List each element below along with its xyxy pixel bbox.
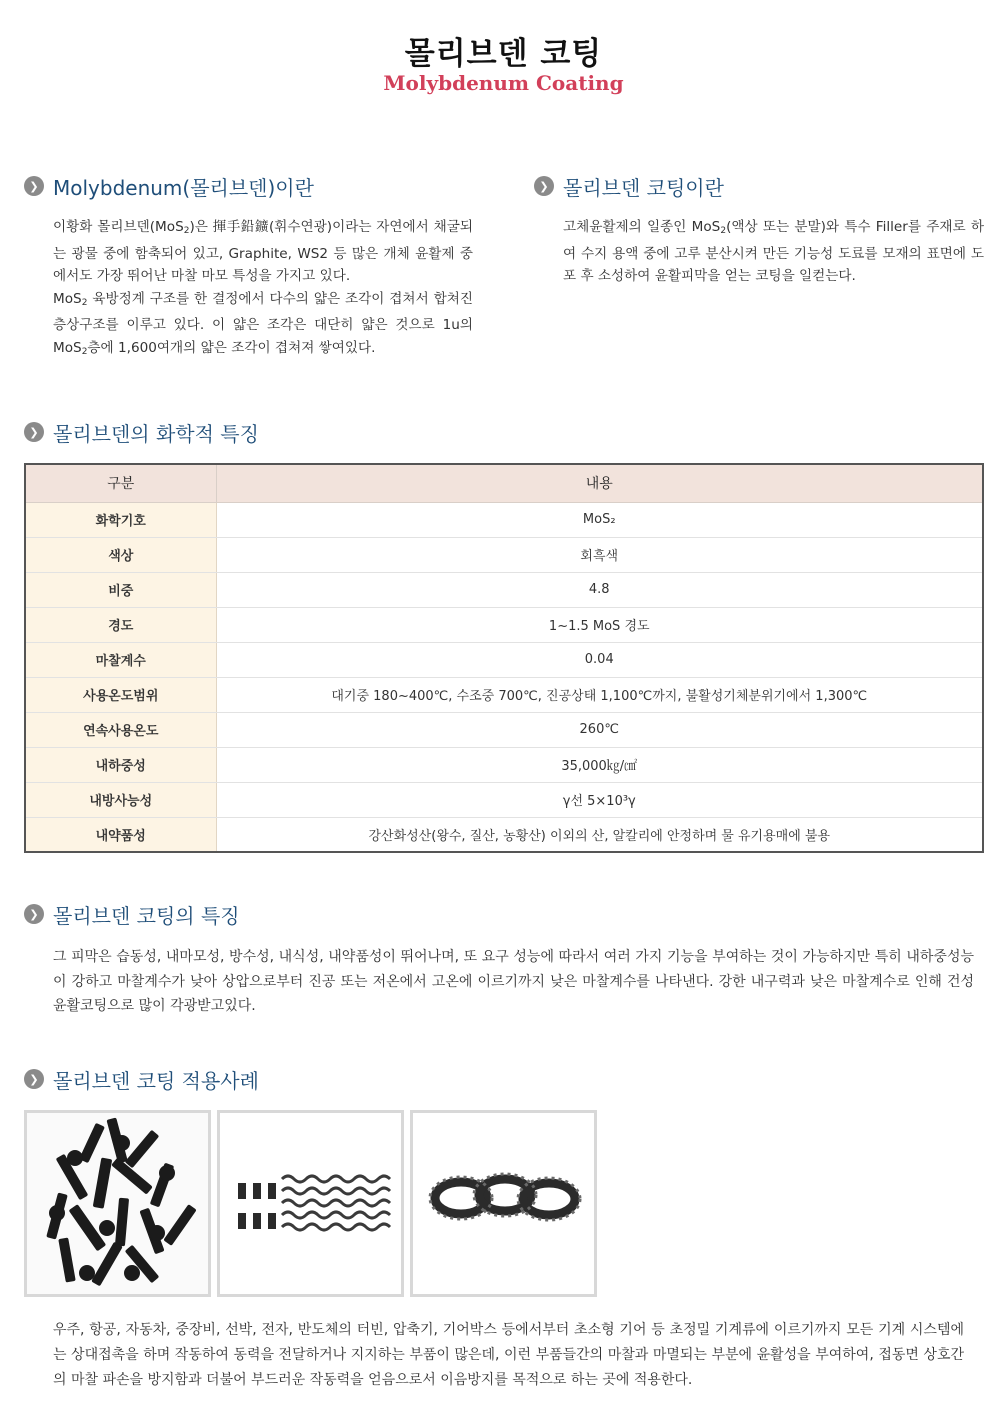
applications-paragraph: 우주, 항공, 자동차, 중장비, 선박, 전자, 반도체의 터빈, 압축기, 기어박스 등에서부터 초소형 기어 등 초정밀 기계류에 이르기까지 모든 기계 시스템에는 상대접촉을 하며 작동하여 동력을 전달하거나 지지하는 부품이 많은데, 이런 부품들간의 마찰과 마멸되는 부분에 윤활성을 부여하여, 접동면 상호간의 마찰 파손을 방지함과 더불어 부드러운 작동력을 얻음으로서 이음방지를 목적으로 하는 곳에 적용한다. [53, 1322, 964, 1388]
section-heading-about [24, 172, 314, 200]
property-name: 비중 [25, 572, 216, 607]
chevron-right-circle-icon: ❯ [24, 1069, 44, 1089]
column-header-key: 구분 [25, 464, 216, 502]
section-heading-applications [24, 1065, 259, 1093]
chevron-right-circle-icon: ❯ [24, 422, 44, 442]
application-photo-springs [217, 1110, 404, 1297]
property-name: 내약품성 [25, 817, 216, 852]
page-subtitle: Molybdenum Coating [383, 71, 624, 95]
chemical-properties-table [24, 463, 984, 853]
application-photo-bolts [24, 1110, 211, 1297]
table-row [25, 572, 983, 607]
features-paragraph: 그 피막은 습동성, 내마모성, 방수성, 내식성, 내약품성이 뛰어나며, 또 요구 성능에 따라서 여러 가지 기능을 부여하는 것이 가능하지만 특히 내하중성능이 강하고 마찰계수가 낮아 상압으로부터 진공 또는 저온에서 고온에 이르기까지 낮은 마찰계수를 나타낸다. 강한 내구력과 낮은 마찰계수로 인해 건성윤활코팅으로 많이 각광받고있다. [53, 949, 974, 1014]
property-name: 화학기호 [25, 502, 216, 537]
property-name: 내방사능성 [25, 782, 216, 817]
table-row [25, 537, 983, 572]
table-row [25, 747, 983, 782]
table-header-row [25, 464, 983, 502]
table-row [25, 712, 983, 747]
application-photo-rings [410, 1110, 597, 1297]
table-row [25, 642, 983, 677]
property-name: 내하중성 [25, 747, 216, 782]
table-row [25, 677, 983, 712]
section-heading-features [24, 900, 240, 928]
property-value: 대기중 180~400℃, 수조중 700℃, 진공상태 1,100℃까지, 불활성기체분위기에서 1,300℃ [216, 677, 983, 712]
property-value: γ선 5×10³γ [216, 782, 983, 817]
section-title: 몰리브덴 코팅 적용사례 [53, 1068, 259, 1093]
chevron-right-circle-icon: ❯ [24, 176, 44, 196]
property-value: 260℃ [216, 712, 983, 747]
table-row [25, 817, 983, 852]
chevron-right-circle-icon: ❯ [534, 176, 554, 196]
coating-paragraph: 고체윤활제의 일종인 MoS$_2$(액상 또는 분말)와 특수 Filler를 주재로 하여 수지 용액 중에 고루 분산시켜 만든 기능성 도료를 모재의 표면에 도포 후 소성하여 윤활피막을 얻는 코팅을 일컫는다. [563, 219, 984, 284]
property-value: 0.04 [216, 642, 983, 677]
property-name: 사용온도범위 [25, 677, 216, 712]
table-row [25, 607, 983, 642]
section-title: 몰리브덴의 화학적 특징 [53, 421, 259, 446]
section-heading-coating [534, 172, 724, 200]
chevron-right-circle-icon: ❯ [24, 904, 44, 924]
property-value: 4.8 [216, 572, 983, 607]
property-value: 1~1.5 MoS 경도 [216, 607, 983, 642]
property-value: MoS₂ [216, 502, 983, 537]
property-value: 회흑색 [216, 537, 983, 572]
property-name: 마찰계수 [25, 642, 216, 677]
table-row [25, 502, 983, 537]
column-header-value: 내용 [216, 464, 983, 502]
property-name: 색상 [25, 537, 216, 572]
section-heading-chemical [24, 418, 259, 446]
section-title: 몰리브덴 코팅의 특징 [53, 903, 240, 928]
property-name: 연속사용온도 [25, 712, 216, 747]
about-paragraph: 이황화 몰리브덴(MoS$_2$)은 揮手鉛鑛(휘수연광)이라는 자연에서 채굴되는 광물 중에 함축되어 있고, Graphite, WS2 등 많은 개체 윤활제 중에서도 가장 뛰어난 마찰 마모 특성을 가지고 있다. MoS$_2$ 육방정계 구조를 한 결정에서 다수의 얇은 조각이 겹쳐서 합쳐진 층상구조를 이루고 있다. 이 얇은 조각은 대단히 얇은 것으로 1u의 MoS$_2$층에 1,600여개의 얇은 조각이 겹쳐져 쌓여있다. [53, 219, 473, 357]
section-title: Molybdenum(몰리브덴)이란 [53, 175, 314, 200]
section-title: 몰리브덴 코팅이란 [563, 175, 724, 200]
property-value: 강산화성산(왕수, 질산, 농황산) 이외의 산, 알칼리에 안정하며 물 유기용매에 불용 [368, 828, 831, 844]
table-row [25, 782, 983, 817]
page-title: 몰리브덴 코팅 [404, 36, 603, 72]
property-value: 35,000㎏/㎠ [216, 747, 983, 782]
property-name: 경도 [25, 607, 216, 642]
